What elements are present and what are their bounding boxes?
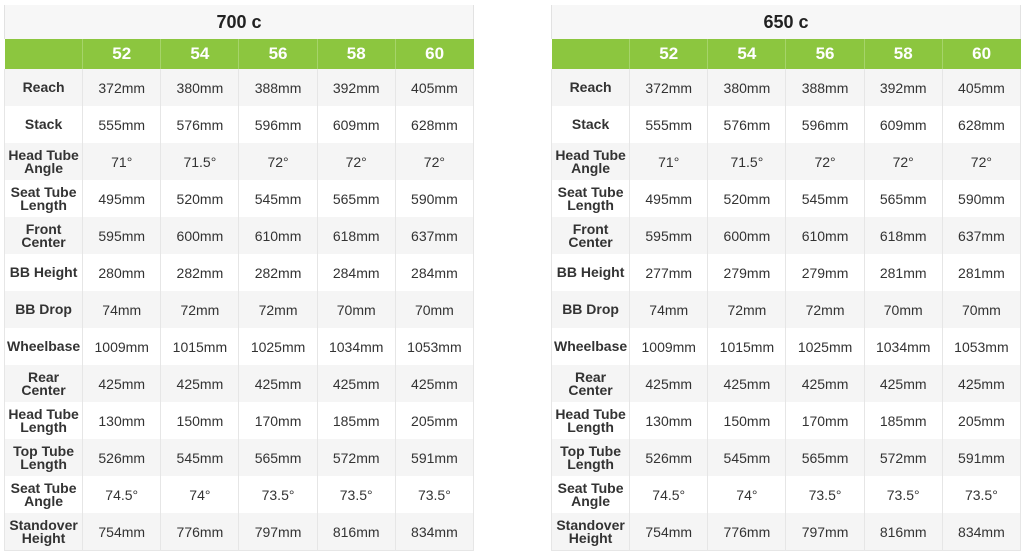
table-row xyxy=(552,365,1021,402)
table-cell: 73.5° xyxy=(239,476,317,513)
table-cell: 591mm xyxy=(395,439,473,476)
row-label: Seat Tube Length xyxy=(5,180,83,217)
table-cell: 576mm xyxy=(161,106,239,143)
table-cell: 74mm xyxy=(83,291,161,328)
table-cell: 610mm xyxy=(239,217,317,254)
table-row xyxy=(5,106,474,143)
row-label: BB Height xyxy=(5,254,83,291)
table-cell: 425mm xyxy=(630,365,708,402)
table-row xyxy=(5,513,474,551)
size-header: 54 xyxy=(161,39,239,69)
table-cell: 150mm xyxy=(161,402,239,439)
table-row xyxy=(552,143,1021,180)
row-label: Top Tube Length xyxy=(5,439,83,476)
table-cell: 618mm xyxy=(317,217,395,254)
table-cell: 425mm xyxy=(786,365,864,402)
table-cell: 425mm xyxy=(864,365,942,402)
table-row xyxy=(5,69,474,106)
geometry-table-650c xyxy=(551,5,1021,551)
table-cell: 590mm xyxy=(395,180,473,217)
table-cell: 555mm xyxy=(83,106,161,143)
row-label: Standover Height xyxy=(5,513,83,551)
table-cell: 425mm xyxy=(395,365,473,402)
table-cell: 596mm xyxy=(239,106,317,143)
table-cell: 572mm xyxy=(864,439,942,476)
table-cell: 74° xyxy=(161,476,239,513)
table-cell: 205mm xyxy=(395,402,473,439)
row-label: Wheelbase xyxy=(5,328,83,365)
size-header: 56 xyxy=(239,39,317,69)
size-header: 60 xyxy=(395,39,473,69)
table-row xyxy=(552,402,1021,439)
table-row xyxy=(5,254,474,291)
table-cell: 73.5° xyxy=(864,476,942,513)
table-cell: 776mm xyxy=(708,513,786,551)
table-cell: 74° xyxy=(708,476,786,513)
table-cell: 130mm xyxy=(83,402,161,439)
row-label: BB Drop xyxy=(552,291,630,328)
table-cell: 71° xyxy=(83,143,161,180)
table-cell: 572mm xyxy=(317,439,395,476)
table-row xyxy=(5,439,474,476)
size-header-blank xyxy=(552,39,630,69)
row-label: Seat Tube Angle xyxy=(552,476,630,513)
table-cell: 74.5° xyxy=(83,476,161,513)
size-header-row xyxy=(552,39,1021,69)
table-row xyxy=(5,365,474,402)
table-cell: 797mm xyxy=(786,513,864,551)
table-row xyxy=(5,217,474,254)
table-cell: 520mm xyxy=(708,180,786,217)
table-cell: 754mm xyxy=(630,513,708,551)
row-label: Rear Center xyxy=(5,365,83,402)
table-row xyxy=(552,254,1021,291)
row-label: Head Tube Angle xyxy=(5,143,83,180)
table-cell: 776mm xyxy=(161,513,239,551)
table-cell: 72° xyxy=(395,143,473,180)
table-cell: 284mm xyxy=(317,254,395,291)
row-label: Head Tube Length xyxy=(552,402,630,439)
table-cell: 70mm xyxy=(317,291,395,328)
table-cell: 73.5° xyxy=(395,476,473,513)
table-cell: 565mm xyxy=(317,180,395,217)
table-cell: 526mm xyxy=(630,439,708,476)
table-cell: 628mm xyxy=(395,106,473,143)
table-cell: 797mm xyxy=(239,513,317,551)
table-row xyxy=(552,69,1021,106)
row-label: Seat Tube Length xyxy=(552,180,630,217)
table-cell: 425mm xyxy=(161,365,239,402)
table-cell: 72° xyxy=(317,143,395,180)
table-cell: 72° xyxy=(864,143,942,180)
table-cell: 284mm xyxy=(395,254,473,291)
table-cell: 72mm xyxy=(786,291,864,328)
row-label: Standover Height xyxy=(552,513,630,551)
row-label: Reach xyxy=(552,69,630,106)
table-cell: 425mm xyxy=(317,365,395,402)
table-cell: 591mm xyxy=(942,439,1020,476)
table-cell: 600mm xyxy=(161,217,239,254)
table-cell: 609mm xyxy=(317,106,395,143)
table-cell: 72° xyxy=(239,143,317,180)
table-cell: 520mm xyxy=(161,180,239,217)
table-cell: 74mm xyxy=(630,291,708,328)
table-cell: 555mm xyxy=(630,106,708,143)
table-cell: 392mm xyxy=(864,69,942,106)
table-cell: 595mm xyxy=(83,217,161,254)
table-cell: 425mm xyxy=(239,365,317,402)
table-cell: 637mm xyxy=(395,217,473,254)
table-cell: 73.5° xyxy=(786,476,864,513)
table-cell: 565mm xyxy=(786,439,864,476)
row-label: Seat Tube Angle xyxy=(5,476,83,513)
table-cell: 72mm xyxy=(239,291,317,328)
row-label: Head Tube Length xyxy=(5,402,83,439)
row-label: Top Tube Length xyxy=(552,439,630,476)
table-cell: 610mm xyxy=(786,217,864,254)
row-label: Wheelbase xyxy=(552,328,630,365)
table-cell: 170mm xyxy=(786,402,864,439)
size-header: 58 xyxy=(317,39,395,69)
table-cell: 545mm xyxy=(239,180,317,217)
table-cell: 185mm xyxy=(864,402,942,439)
table-cell: 70mm xyxy=(395,291,473,328)
table-title: 700 c xyxy=(5,5,474,39)
table-cell: 372mm xyxy=(83,69,161,106)
size-header: 52 xyxy=(83,39,161,69)
table-cell: 545mm xyxy=(161,439,239,476)
row-label: Front Center xyxy=(5,217,83,254)
table-cell: 565mm xyxy=(239,439,317,476)
table-row xyxy=(5,180,474,217)
row-label: BB Drop xyxy=(5,291,83,328)
table-row xyxy=(552,217,1021,254)
table-cell: 425mm xyxy=(708,365,786,402)
table-row xyxy=(5,291,474,328)
table-row xyxy=(5,402,474,439)
table-cell: 372mm xyxy=(630,69,708,106)
table-row xyxy=(552,439,1021,476)
table-cell: 834mm xyxy=(395,513,473,551)
table-cell: 1015mm xyxy=(161,328,239,365)
table-cell: 425mm xyxy=(83,365,161,402)
table-cell: 425mm xyxy=(942,365,1020,402)
table-cell: 590mm xyxy=(942,180,1020,217)
table-cell: 72mm xyxy=(161,291,239,328)
table-cell: 1034mm xyxy=(864,328,942,365)
table-row xyxy=(5,328,474,365)
row-label: Reach xyxy=(5,69,83,106)
table-cell: 130mm xyxy=(630,402,708,439)
table-cell: 545mm xyxy=(708,439,786,476)
table-cell: 405mm xyxy=(942,69,1020,106)
row-label: BB Height xyxy=(552,254,630,291)
table-cell: 150mm xyxy=(708,402,786,439)
table-cell: 388mm xyxy=(786,69,864,106)
table-cell: 628mm xyxy=(942,106,1020,143)
table-cell: 282mm xyxy=(239,254,317,291)
table-cell: 72mm xyxy=(708,291,786,328)
table-cell: 388mm xyxy=(239,69,317,106)
table-cell: 1009mm xyxy=(630,328,708,365)
table-cell: 1025mm xyxy=(239,328,317,365)
table-cell: 545mm xyxy=(786,180,864,217)
table-cell: 618mm xyxy=(864,217,942,254)
table-cell: 392mm xyxy=(317,69,395,106)
table-cell: 205mm xyxy=(942,402,1020,439)
table-cell: 816mm xyxy=(864,513,942,551)
table-cell: 495mm xyxy=(83,180,161,217)
table-cell: 70mm xyxy=(942,291,1020,328)
row-label: Stack xyxy=(5,106,83,143)
table-cell: 71° xyxy=(630,143,708,180)
size-header: 58 xyxy=(864,39,942,69)
size-header-blank xyxy=(5,39,83,69)
table-cell: 282mm xyxy=(161,254,239,291)
table-row xyxy=(552,180,1021,217)
table-cell: 1009mm xyxy=(83,328,161,365)
table-cell: 816mm xyxy=(317,513,395,551)
table-cell: 595mm xyxy=(630,217,708,254)
row-label: Stack xyxy=(552,106,630,143)
table-cell: 1053mm xyxy=(395,328,473,365)
table-cell: 74.5° xyxy=(630,476,708,513)
table-cell: 637mm xyxy=(942,217,1020,254)
table-cell: 576mm xyxy=(708,106,786,143)
table-row xyxy=(552,328,1021,365)
table-cell: 170mm xyxy=(239,402,317,439)
table-row xyxy=(552,291,1021,328)
table-cell: 73.5° xyxy=(317,476,395,513)
table-cell: 1053mm xyxy=(942,328,1020,365)
size-header: 52 xyxy=(630,39,708,69)
size-header: 56 xyxy=(786,39,864,69)
size-header: 54 xyxy=(708,39,786,69)
table-row xyxy=(5,476,474,513)
table-cell: 72° xyxy=(942,143,1020,180)
table-cell: 609mm xyxy=(864,106,942,143)
table-row xyxy=(552,476,1021,513)
table-cell: 185mm xyxy=(317,402,395,439)
table-cell: 71.5° xyxy=(708,143,786,180)
table-cell: 565mm xyxy=(864,180,942,217)
table-cell: 279mm xyxy=(786,254,864,291)
table-row xyxy=(552,513,1021,551)
size-header: 60 xyxy=(942,39,1020,69)
table-cell: 600mm xyxy=(708,217,786,254)
geometry-table-700c xyxy=(4,5,474,551)
table-cell: 280mm xyxy=(83,254,161,291)
table-cell: 380mm xyxy=(708,69,786,106)
size-header-row xyxy=(5,39,474,69)
table-cell: 72° xyxy=(786,143,864,180)
table-row xyxy=(552,106,1021,143)
row-label: Head Tube Angle xyxy=(552,143,630,180)
table-cell: 495mm xyxy=(630,180,708,217)
table-cell: 380mm xyxy=(161,69,239,106)
table-cell: 70mm xyxy=(864,291,942,328)
table-cell: 526mm xyxy=(83,439,161,476)
table-cell: 596mm xyxy=(786,106,864,143)
table-cell: 277mm xyxy=(630,254,708,291)
table-cell: 405mm xyxy=(395,69,473,106)
row-label: Front Center xyxy=(552,217,630,254)
table-cell: 281mm xyxy=(864,254,942,291)
table-cell: 754mm xyxy=(83,513,161,551)
table-cell: 279mm xyxy=(708,254,786,291)
table-cell: 1034mm xyxy=(317,328,395,365)
table-cell: 1015mm xyxy=(708,328,786,365)
table-row xyxy=(5,143,474,180)
table-cell: 71.5° xyxy=(161,143,239,180)
row-label: Rear Center xyxy=(552,365,630,402)
table-cell: 281mm xyxy=(942,254,1020,291)
table-cell: 1025mm xyxy=(786,328,864,365)
table-cell: 73.5° xyxy=(942,476,1020,513)
table-cell: 834mm xyxy=(942,513,1020,551)
table-title: 650 c xyxy=(552,5,1021,39)
